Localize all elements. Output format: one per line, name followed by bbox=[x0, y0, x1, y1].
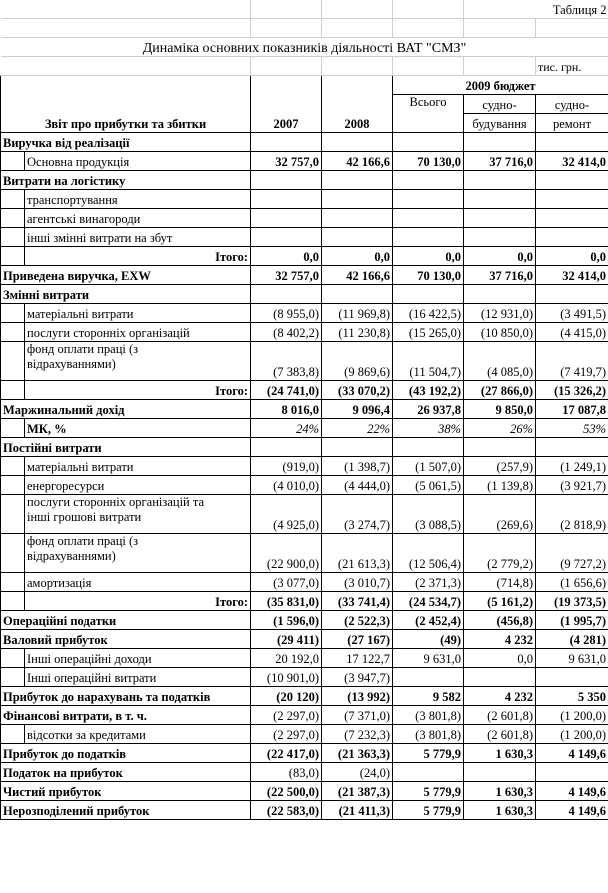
table-row: інші змінні витрати на збут bbox=[1, 228, 608, 247]
header-2008: 2008 bbox=[322, 76, 393, 133]
table-row: Інші операційні доходи 20 192,0 17 122,7 9 631,0 0,0 9 631,0 bbox=[1, 649, 608, 668]
table-row: фонд оплати праці (з відрахуваннями) (7 383,8) (9 869,6) (11 504,7) (4 085,0) (7 419,7) bbox=[1, 342, 608, 381]
table-row: послуги сторонніх організацій (8 402,2) (11 230,8) (15 265,0) (10 850,0) (4 415,0) bbox=[1, 323, 608, 342]
table-row: Прибуток до нарахувань та податків (20 120) (13 992) 9 582 4 232 5 350 bbox=[1, 687, 608, 706]
table-row: матеріальні витрати (8 955,0) (11 969,8) (16 422,5) (12 931,0) (3 491,5) bbox=[1, 304, 608, 323]
header-shipbuilding-2: будування bbox=[464, 114, 536, 133]
table-row: матеріальні витрати (919,0) (1 398,7) (1 507,0) (257,9) (1 249,1) bbox=[1, 457, 608, 476]
table-row: фонд оплати праці (з відрахуваннями) (22 900,0) (21 613,3) (12 506,4) (2 779,2) (9 727,2) bbox=[1, 534, 608, 573]
table-row: Інші операційні витрати (10 901,0) (3 947,7) bbox=[1, 668, 608, 687]
header-shiprepair-2: ремонт bbox=[536, 114, 608, 133]
section-variable-costs: Змінні витрати bbox=[1, 285, 251, 304]
header-budget-2009: 2009 бюджет bbox=[393, 76, 608, 95]
header-2007: 2007 bbox=[251, 76, 322, 133]
header-shiprepair-1: судно- bbox=[536, 95, 608, 114]
row-label: Основна продукція bbox=[25, 152, 251, 171]
table-row: агентські винагороди bbox=[1, 209, 608, 228]
table-row-total: Ітого: (35 831,0) (33 741,4) (24 534,7) (5 161,2) (19 373,5) bbox=[1, 592, 608, 611]
table-row: амортизація (3 077,0) (3 010,7) (2 371,3) (714,8) (1 656,6) bbox=[1, 573, 608, 592]
section-revenue: Виручка від реалізації bbox=[1, 133, 251, 152]
header-shipbuilding-1: судно- bbox=[464, 95, 536, 114]
table-row: відсотки за кредитами (2 297,0) (7 232,3) (3 801,8) (2 601,8) (1 200,0) bbox=[1, 725, 608, 744]
table-row: Нерозподілений прибуток (22 583,0) (21 411,3) 5 779,9 1 630,3 4 149,6 bbox=[1, 801, 608, 820]
table-row: Основна продукція 32 757,0 42 166,6 70 130,0 37 716,0 32 414,0 bbox=[1, 152, 608, 171]
table-row-total: Ітого: (24 741,0) (33 070,2) (43 192,2) (27 866,0) (15 326,2) bbox=[1, 381, 608, 400]
section-logistics: Витрати на логістику bbox=[1, 171, 251, 190]
header-report-label: Звіт про прибутки та збитки bbox=[1, 76, 251, 133]
table-row: Чистий прибуток (22 500,0) (21 387,3) 5 779,9 1 630,3 4 149,6 bbox=[1, 782, 608, 801]
units-label: тис. грн. bbox=[536, 57, 608, 76]
table-row: Маржинальний дохід 8 016,0 9 096,4 26 937,8 9 850,0 17 087,8 bbox=[1, 400, 608, 419]
table-row: МК, % 24% 22% 38% 26% 53% bbox=[1, 419, 608, 438]
table-caption: Таблиця 2 bbox=[464, 0, 608, 19]
table-row: транспортування bbox=[1, 190, 608, 209]
table-row: Валовий прибуток (29 411) (27 167) (49) 4 232 (4 281) bbox=[1, 630, 608, 649]
table-row: Приведена виручка, EXW 32 757,0 42 166,6 70 130,0 37 716,0 32 414,0 bbox=[1, 266, 608, 285]
table-row: послуги сторонніх організацій та інші грошові витрати (4 925,0) (3 274,7) (3 088,5) (269,6) (2 818,9) bbox=[1, 495, 608, 534]
table-row: енергоресурси (4 010,0) (4 444,0) (5 061,5) (1 139,8) (3 921,7) bbox=[1, 476, 608, 495]
table-row: Фінансові витрати, в т. ч. (2 297,0) (7 371,0) (3 801,8) (2 601,8) (1 200,0) bbox=[1, 706, 608, 725]
table-row: Операційні податки (1 596,0) (2 522,3) (2 452,4) (456,8) (1 995,7) bbox=[1, 611, 608, 630]
table-row: Прибуток до податків (22 417,0) (21 363,3) 5 779,9 1 630,3 4 149,6 bbox=[1, 744, 608, 763]
section-fixed-costs: Постійні витрати bbox=[1, 438, 251, 457]
table-title: Динаміка основних показників діяльності ВАТ "СМЗ" bbox=[1, 38, 608, 57]
table-row: Податок на прибуток (83,0) (24,0) bbox=[1, 763, 608, 782]
table-row-total: Ітого: 0,0 0,0 0,0 0,0 0,0 bbox=[1, 247, 608, 266]
header-total: Всього bbox=[393, 95, 464, 133]
